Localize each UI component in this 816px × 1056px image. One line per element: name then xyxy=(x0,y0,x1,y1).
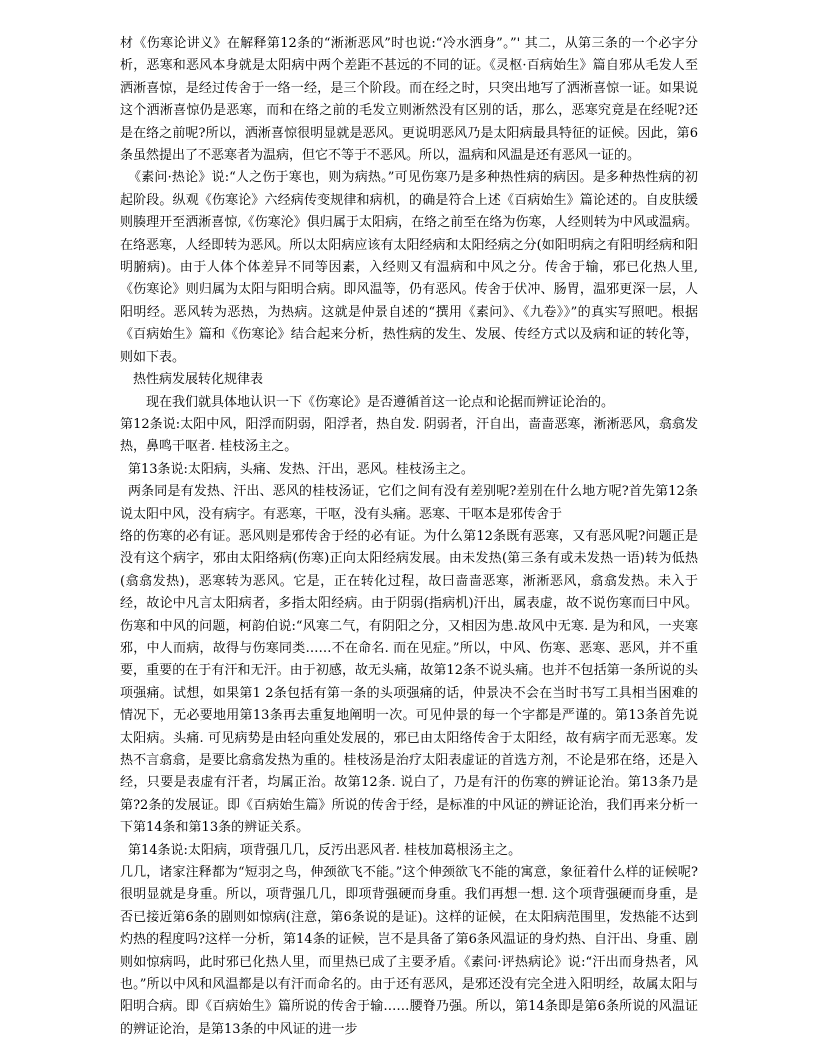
paragraph-4: 第12条说:太阳中风，阳浮而阴弱，阳浮者，热自发. 阴弱者，汗自出，啬啬恶寒，淅淅恶风，翕翕发热，鼻鸣干呕者. 桂枝汤主之。 xyxy=(120,416,698,455)
paragraph-6: 两条同是有发热、汗出、恶风的桂枝汤证，它们之间有没有差别呢?差别在什么地方呢?首先第12条说太阳中风，没有病字。有恶寒，干呕，没有头痛。恶寒、干呕本是邪传舍于 xyxy=(120,484,698,522)
document-page xyxy=(120,33,698,1041)
paragraph-7: 络的伤寒的必有证。恶风则是邪传舍于经的必有证。为什么第12条既有恶寒，又有恶风呢?问题正是没有这个病字，邪由太阳络病(伤寒)正向太阳经病发展。由未发热(第三条有或未发热一语)转为低热(翕翕发热)，恶寒转为恶风。它是，正在转化过程，故曰啬啬恶寒，淅淅恶风，翕翕发热。未入于经，故论中凡言太阳病者，多指太阳经病。由于阴弱(指病机)汗出，属表虚，故不说伤寒而曰中风。伤寒和中风的问题，柯韵伯说:“风寒二气，有阴阳之分，又相因为患.故风中无寒. 是为和风，一夹寒邪，中人而病，故得与伤寒同类……不在命名. 而在见症。”所以，中风、伤寒、恶寒、恶风，并不重要，重要的在于有汗和无汗。由于初感，故无头痛，故第12条不说头痛。也并不包括第一条所说的头项强痛。试想，如果第1 2条包括有第一条的头项强痛的话，仲景决不会在当时书写工具相当困难的情况下，无必要地用第13条再去重复地阐明一次。可见仲景的每一个字都是严谨的。第13条首先说太阳病。头痛. 可见病势是由轻向重处发展的，邪已由太阳络传舍于太阳经，故有病字而无恶寒。发热不言翕翕，是要比翕翕发热为重的。桂枝汤是治疗太阳表虚证的首选方剂，不论是邪在络，还是入经，只要是表虚有汗者，均属正治。故第12条. 说白了，乃是有汗的伤寒的辨证论治。第13条乃是第?2条的发展证。即《百病始生篇》所说的传舍于经，是标准的中风证的辨证论治，我们再来分析一下第14条和第13条的辨证关系。 xyxy=(120,528,698,836)
paragraph-8: 第14条说:太阳病，项背强几几，反汚出恶风者. 桂枝加葛根汤主之。 xyxy=(128,842,522,858)
paragraph-5: 第13条说:太阳病，头痛、发热、汗出，恶风。桂枝汤主之。 xyxy=(128,461,474,477)
table-caption: 热性病发展转化规律表 xyxy=(133,372,264,388)
paragraph-2: 《素问·热论》说:“人之伤于寒也，则为病热。”可见伤寒乃是多种热性病的病因。是多种热性病的初起阶段。纵观《伤寒论》六经病传变规律和病机，的确是符合上述《百病始生》篇论述的。自皮肤缓则腠理开至洒淅喜惊,《伤寒沦》俱归属于太阳病，在络之前至在络为伤寒，人经则转为中风或温病。在络恶寒，人经即转为恶风。所以太阳病应该有太阳经病和太阳经病之分(如阳明病之有阳明经病和阳明腑病)。由于人体个体差异不同等因素，入经则又有温病和中风之分。传舍于输，邪已化热人里,《伤寒论》则归属为太阳与阳明合病。即风温等，仍有恶风。传舍于伏冲、肠胃，温邪更深一层，人阳明经。恶风转为恶热，为热病。这就是仲景自述的“撰用《素问》、《九卷》》”的真实写照吧。根据《百病始生》篇和《伤寒论》结合起来分析，热性病的发生、发展、传经方式以及病和证的转化等，则如下表。 xyxy=(120,170,698,365)
paragraph-3: 现在我们就具体地认识一下《伤寒论》是否遵循首这一论点和论据而辨证论治的。 xyxy=(146,394,615,410)
paragraph-9: 几几，诸家注释都为“短羽之鸟，伸颈欲飞不能。”这个伸颈欲飞不能的寓意，象征着什么样的证候呢?很明显就是身重。所以，项背强几几，即项背强硬而身重。我们再想一想. 这个项背强硬而身重，是否已接近第6条的剧则如惊病(注意，第6条说的是证)。这样的证候，在太阳病范围里，发热能不达到灼热的程度吗?这样一分析，第14条的证候，岂不是具备了第6条风温证的身灼热、自汗出、身重、剧则如惊病吗，此时邪已化热人里，而里热已成了主要矛盾。《素问·评热病论》说:“汗出而身热者，风也。”所以中风和风温都是以有汗而命名的。由于还有恶风，是邪还没有完全进入阳明经，故属太阳与阳明合病。即《百病始生》篇所说的传舍于输……腰脊乃强。所以，第14条即是第6条所说的风温证的辨证论治，是第13条的中风证的进一步 xyxy=(120,865,698,1037)
paragraph-1: 材《伤寒论讲义》在解释第12条的“淅淅恶风”时也说:“冷水洒身”。”' 其二，从第三条的一个必字分析，恶寒和恶风本身就是太阳病中两个差距不甚远的不同的证。《灵枢·百病始生》篇自邪从毛发人至洒淅喜惊，是经过传舍于一络一经，是三个阶段。而在经之时，只突出地写了洒淅喜惊一证。如果说这个洒淅喜惊仍是恶寒，而和在络之前的毛发立则淅然没有区别的话，那么，恶寒究竟是在经呢?还是在络之前呢?所以，洒淅喜惊很明显就是恶风。更说明恶风乃是太阳病最具特征的证候。因此，第6条虽然提出了不恶寒者为温病，但它不等于不恶风。所以，温病和风温是还有恶风一证的。 xyxy=(120,36,698,164)
